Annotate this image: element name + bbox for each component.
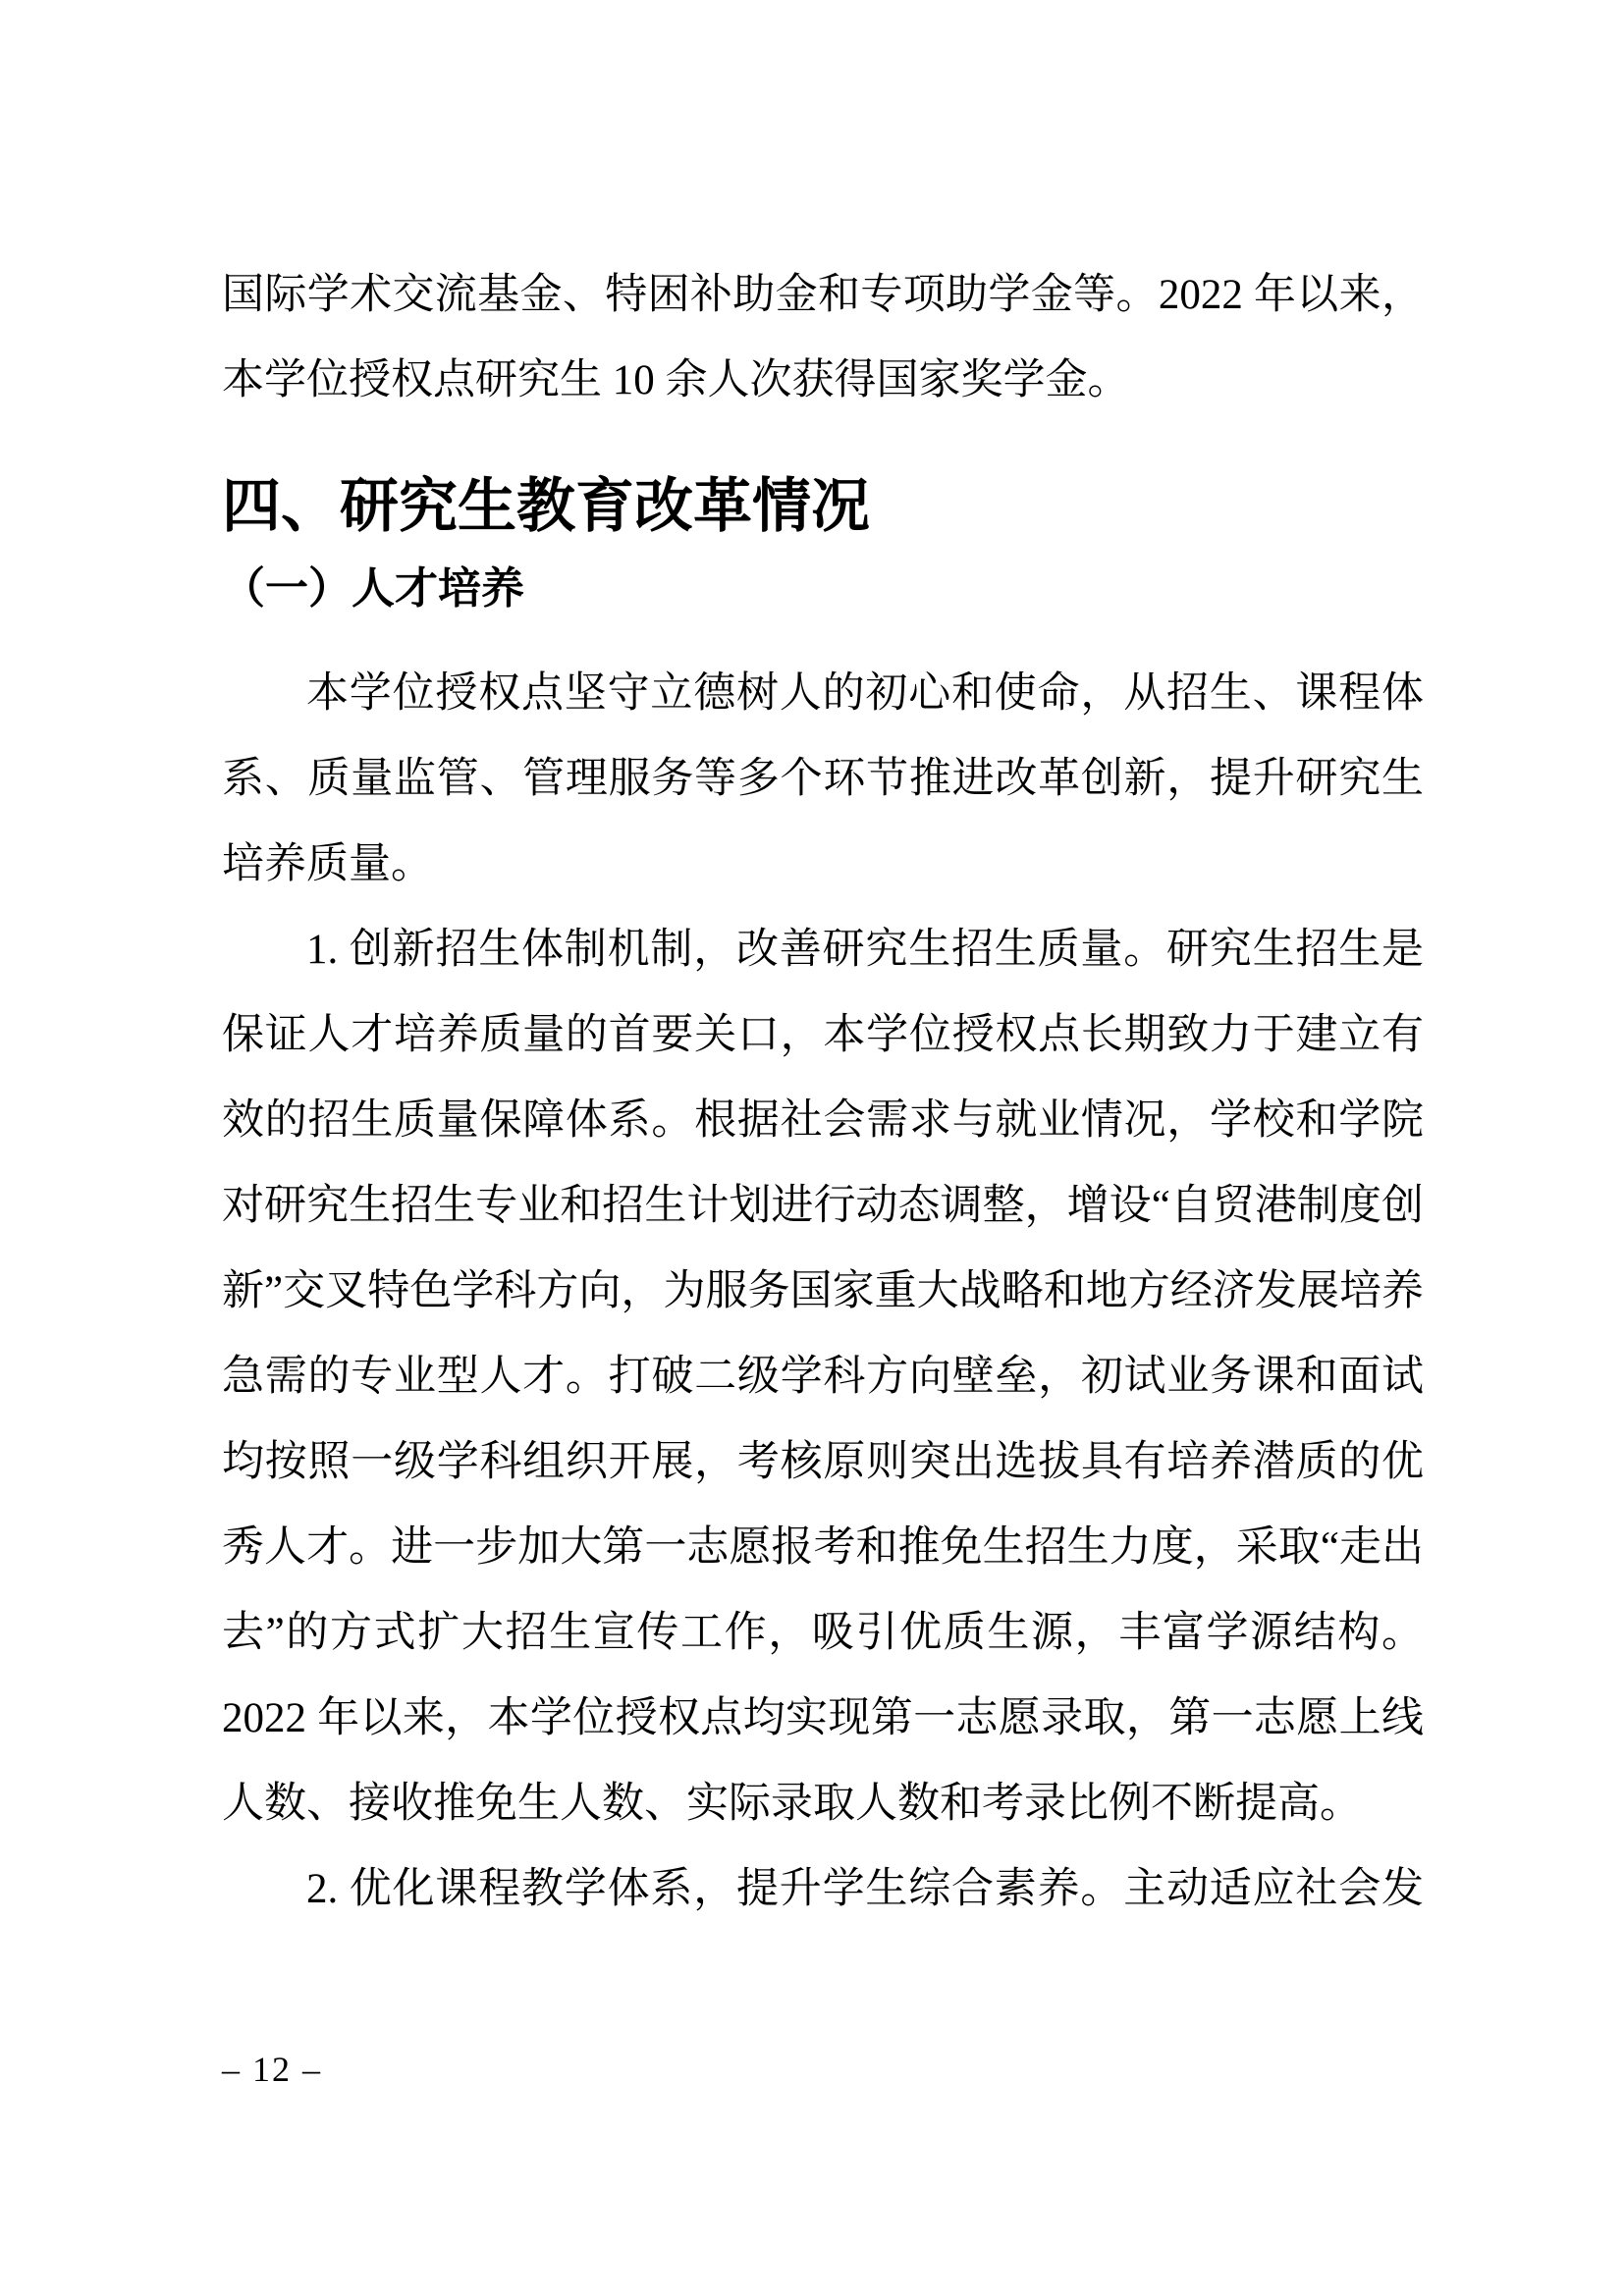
- subsection-heading: （一）人才培养: [222, 564, 524, 613]
- paragraph-talent-intro: 本学位授权点坚守立德树人的初心和使命，从招生、课程体系、质量监管、管理服务等多个环节推进改革创新，提升研究生培养质量。: [222, 670, 1424, 887]
- page-content: [222, 252, 1424, 1932]
- paragraph-continuation: 国际学术交流基金、特困补助金和专项助学金等。2022 年以来，本学位授权点研究生 10 余人次获得国家奖学金。: [222, 272, 1424, 403]
- page-number: – 12 –: [222, 2050, 322, 2089]
- paragraph-enrollment-reform: 1. 创新招生体制机制，改善研究生招生质量。研究生招生是保证人才培养质量的首要关口，本学位授权点长期致力于建立有效的招生质量保障体系。根据社会需求与就业情况，学校和学院对研究生招生专业和招生计划进行动态调整，增设“自贸港制度创新”交叉特色学科方向，为服务国家重大战略和地方经济发展培养急需的专业型人才。打破二级学科方向壁垒，初试业务课和面试均按照一级学科组织开展，考核原则突出选拔具有培养潜质的优秀人才。进一步加大第一志愿报考和推免生招生力度，采取“走出去”的方式扩大招生宣传工作，吸引优质生源，丰富学源结构。2022 年以来，本学位授权点均实现第一志愿录取，第一志愿上线人数、接收推免生人数、实际录取人数和考录比例不断提高。: [222, 927, 1424, 1827]
- spacer: [222, 616, 1424, 651]
- section-heading: 四、研究生教育改革情况: [222, 473, 870, 539]
- paragraph-curriculum-reform-cutoff: 2. 优化课程教学体系，提升学生综合素养。主动适应社会发: [306, 1866, 1424, 1912]
